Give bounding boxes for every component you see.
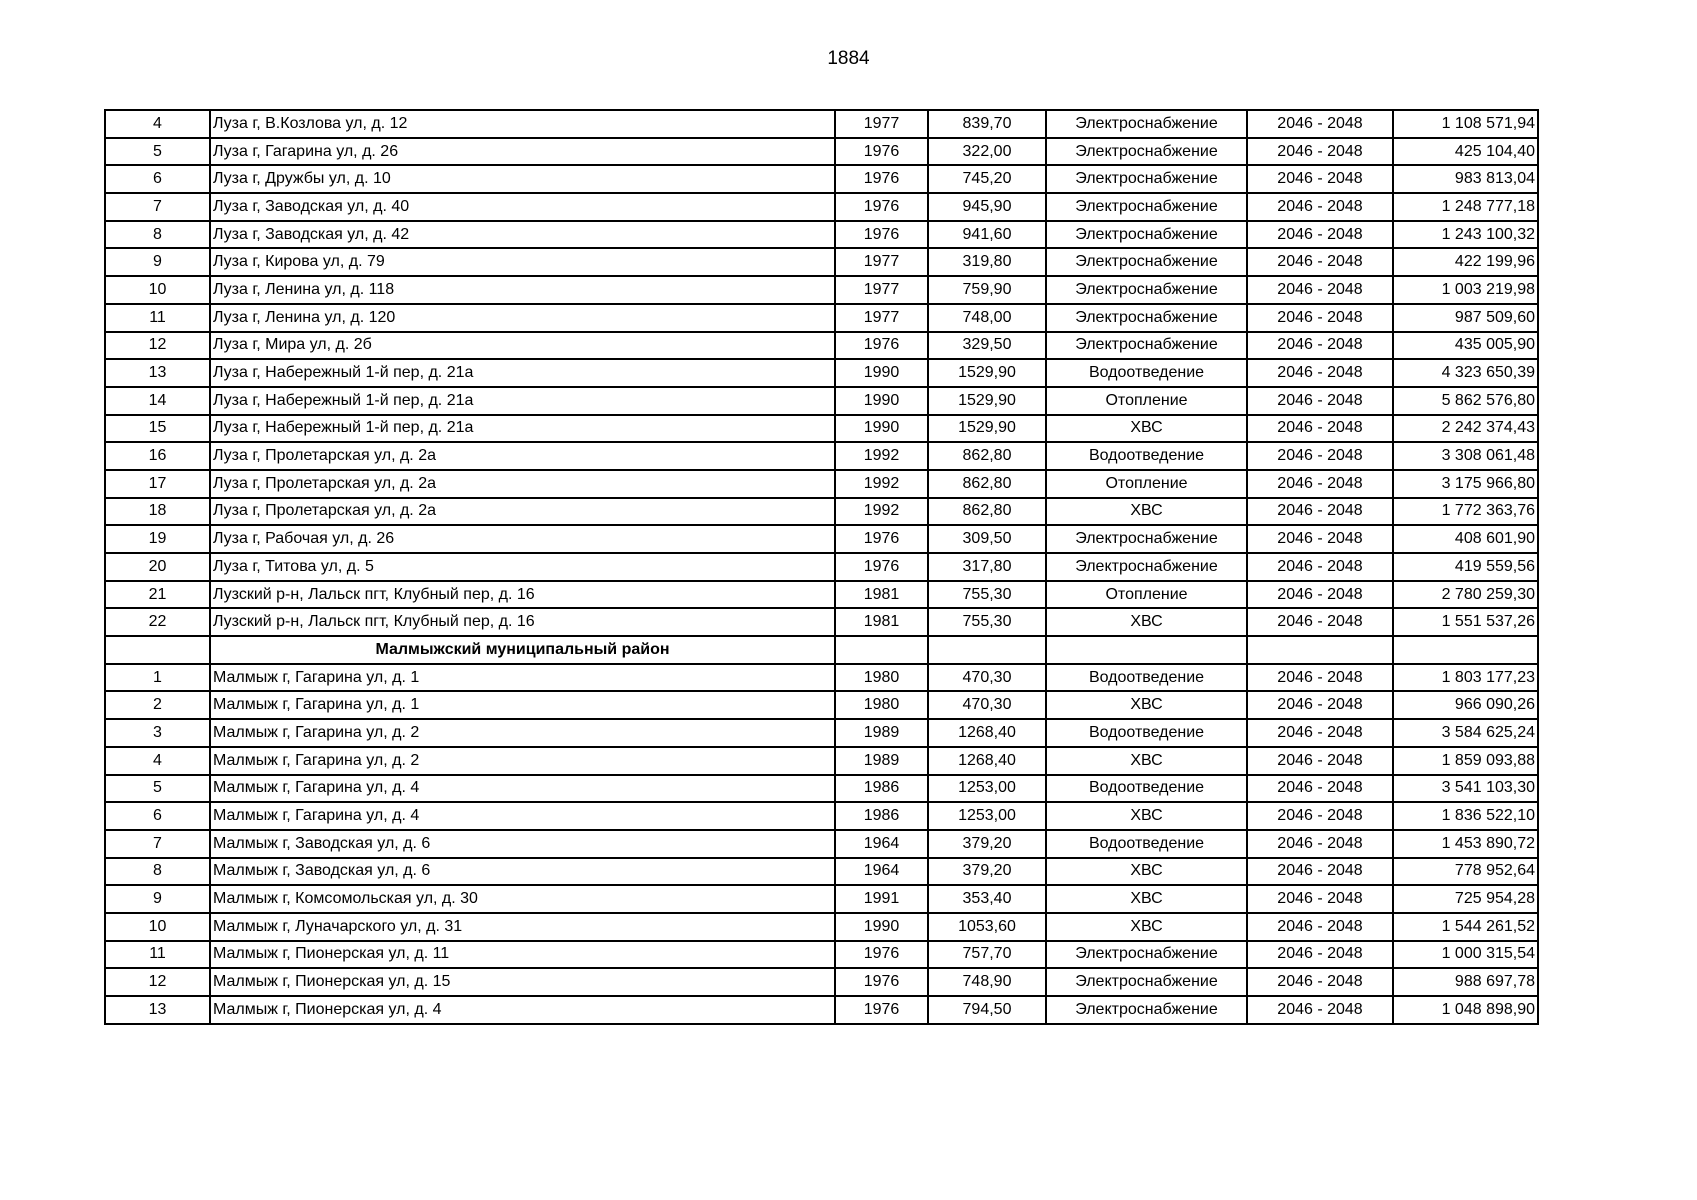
work-type-cell: Водоотведение: [1046, 830, 1247, 858]
area-cell: 1053,60: [928, 913, 1046, 941]
address-cell: Луза г, Дружбы ул, д. 10: [210, 165, 835, 193]
work-type-cell: ХВС: [1046, 885, 1247, 913]
area-cell: 862,80: [928, 442, 1046, 470]
year-cell: 1976: [835, 165, 928, 193]
year-cell: 1977: [835, 248, 928, 276]
area-cell: 317,80: [928, 553, 1046, 581]
table-row: [105, 968, 1538, 996]
year-cell: 1986: [835, 775, 928, 803]
table-row: [105, 553, 1538, 581]
cost-cell: 1 243 100,32: [1393, 221, 1538, 249]
row-number: 14: [105, 387, 210, 415]
row-number: 17: [105, 470, 210, 498]
row-number: 2: [105, 691, 210, 719]
work-type-cell: ХВС: [1046, 608, 1247, 636]
table-row: [105, 581, 1538, 609]
work-type-cell: Электроснабжение: [1046, 221, 1247, 249]
row-number: 5: [105, 138, 210, 166]
year-cell: 1990: [835, 913, 928, 941]
empty-cell: [1247, 636, 1393, 664]
row-number: 3: [105, 719, 210, 747]
row-number: 10: [105, 913, 210, 941]
work-type-cell: ХВС: [1046, 691, 1247, 719]
address-cell: Малмыж г, Пионерская ул, д. 4: [210, 996, 835, 1024]
work-type-cell: Электроснабжение: [1046, 248, 1247, 276]
year-cell: 1976: [835, 941, 928, 969]
cost-cell: 1 000 315,54: [1393, 941, 1538, 969]
address-cell: Лузский р-н, Лальск пгт, Клубный пер, д. 16: [210, 581, 835, 609]
year-cell: 1976: [835, 221, 928, 249]
table-body: [105, 110, 1538, 1024]
address-cell: Луза г, Заводская ул, д. 40: [210, 193, 835, 221]
row-number: 7: [105, 830, 210, 858]
work-type-cell: Электроснабжение: [1046, 193, 1247, 221]
table-row: [105, 885, 1538, 913]
cost-cell: 1 836 522,10: [1393, 802, 1538, 830]
address-cell: Луза г, Рабочая ул, д. 26: [210, 525, 835, 553]
area-cell: 353,40: [928, 885, 1046, 913]
work-type-cell: Водоотведение: [1046, 442, 1247, 470]
year-cell: 1989: [835, 747, 928, 775]
row-number: 18: [105, 498, 210, 526]
cost-cell: 778 952,64: [1393, 858, 1538, 886]
cost-cell: 3 175 966,80: [1393, 470, 1538, 498]
address-cell: Луза г, Ленина ул, д. 120: [210, 304, 835, 332]
table-row: [105, 470, 1538, 498]
period-cell: 2046 - 2048: [1247, 913, 1393, 941]
work-type-cell: ХВС: [1046, 415, 1247, 443]
address-cell: Малмыж г, Луначарского ул, д. 31: [210, 913, 835, 941]
row-number: 10: [105, 276, 210, 304]
period-cell: 2046 - 2048: [1247, 941, 1393, 969]
cost-cell: 1 453 890,72: [1393, 830, 1538, 858]
period-cell: 2046 - 2048: [1247, 664, 1393, 692]
year-cell: 1977: [835, 276, 928, 304]
address-cell: Луза г, Пролетарская ул, д. 2а: [210, 442, 835, 470]
area-cell: 1529,90: [928, 415, 1046, 443]
work-type-cell: Водоотведение: [1046, 664, 1247, 692]
work-type-cell: Электроснабжение: [1046, 941, 1247, 969]
work-type-cell: Электроснабжение: [1046, 165, 1247, 193]
row-number: 11: [105, 941, 210, 969]
address-cell: Луза г, Набережный 1-й пер, д. 21а: [210, 359, 835, 387]
table-row: [105, 138, 1538, 166]
table-row: [105, 276, 1538, 304]
cost-cell: 3 308 061,48: [1393, 442, 1538, 470]
period-cell: 2046 - 2048: [1247, 359, 1393, 387]
period-cell: 2046 - 2048: [1247, 968, 1393, 996]
period-cell: 2046 - 2048: [1247, 138, 1393, 166]
table-row: [105, 913, 1538, 941]
cost-cell: 5 862 576,80: [1393, 387, 1538, 415]
period-cell: 2046 - 2048: [1247, 608, 1393, 636]
area-cell: 329,50: [928, 332, 1046, 360]
period-cell: 2046 - 2048: [1247, 553, 1393, 581]
cost-cell: 3 541 103,30: [1393, 775, 1538, 803]
area-cell: 1268,40: [928, 747, 1046, 775]
cost-cell: 1 003 219,98: [1393, 276, 1538, 304]
area-cell: 945,90: [928, 193, 1046, 221]
address-cell: Малмыж г, Гагарина ул, д. 1: [210, 664, 835, 692]
work-type-cell: Электроснабжение: [1046, 110, 1247, 138]
work-type-cell: Электроснабжение: [1046, 996, 1247, 1024]
area-cell: 1268,40: [928, 719, 1046, 747]
address-cell: Малмыж г, Заводская ул, д. 6: [210, 858, 835, 886]
area-cell: 1253,00: [928, 775, 1046, 803]
cost-cell: 419 559,56: [1393, 553, 1538, 581]
work-type-cell: Электроснабжение: [1046, 968, 1247, 996]
area-cell: 941,60: [928, 221, 1046, 249]
period-cell: 2046 - 2048: [1247, 221, 1393, 249]
row-number: 15: [105, 415, 210, 443]
table-row: [105, 775, 1538, 803]
cost-cell: 1 551 537,26: [1393, 608, 1538, 636]
area-cell: 759,90: [928, 276, 1046, 304]
period-cell: 2046 - 2048: [1247, 165, 1393, 193]
cost-cell: 3 584 625,24: [1393, 719, 1538, 747]
year-cell: 1990: [835, 415, 928, 443]
period-cell: 2046 - 2048: [1247, 830, 1393, 858]
work-type-cell: Отопление: [1046, 387, 1247, 415]
area-cell: 745,20: [928, 165, 1046, 193]
period-cell: 2046 - 2048: [1247, 719, 1393, 747]
table-row: [105, 525, 1538, 553]
area-cell: 309,50: [928, 525, 1046, 553]
address-cell: Малмыж г, Заводская ул, д. 6: [210, 830, 835, 858]
table-row: [105, 498, 1538, 526]
work-type-cell: Электроснабжение: [1046, 332, 1247, 360]
table-row: [105, 165, 1538, 193]
work-type-cell: ХВС: [1046, 858, 1247, 886]
row-number: 6: [105, 165, 210, 193]
year-cell: 1976: [835, 138, 928, 166]
year-cell: 1989: [835, 719, 928, 747]
address-cell: Луза г, В.Козлова ул, д. 12: [210, 110, 835, 138]
row-number: 7: [105, 193, 210, 221]
address-cell: Луза г, Титова ул, д. 5: [210, 553, 835, 581]
year-cell: 1964: [835, 858, 928, 886]
address-cell: Луза г, Заводская ул, д. 42: [210, 221, 835, 249]
table-row: [105, 415, 1538, 443]
year-cell: 1980: [835, 664, 928, 692]
period-cell: 2046 - 2048: [1247, 110, 1393, 138]
row-number: 9: [105, 248, 210, 276]
address-cell: Луза г, Ленина ул, д. 118: [210, 276, 835, 304]
row-number: 22: [105, 608, 210, 636]
address-cell: Малмыж г, Гагарина ул, д. 4: [210, 775, 835, 803]
row-number: 16: [105, 442, 210, 470]
cost-cell: 2 780 259,30: [1393, 581, 1538, 609]
table-row: [105, 193, 1538, 221]
repair-schedule-table: [104, 109, 1539, 1025]
work-type-cell: ХВС: [1046, 747, 1247, 775]
cost-cell: 966 090,26: [1393, 691, 1538, 719]
row-number: 11: [105, 304, 210, 332]
row-number: 20: [105, 553, 210, 581]
cost-cell: 435 005,90: [1393, 332, 1538, 360]
area-cell: 319,80: [928, 248, 1046, 276]
area-cell: 755,30: [928, 608, 1046, 636]
area-cell: 379,20: [928, 858, 1046, 886]
address-cell: Луза г, Пролетарская ул, д. 2а: [210, 498, 835, 526]
period-cell: 2046 - 2048: [1247, 442, 1393, 470]
address-cell: Луза г, Гагарина ул, д. 26: [210, 138, 835, 166]
table-row: [105, 332, 1538, 360]
address-cell: Малмыж г, Гагарина ул, д. 2: [210, 747, 835, 775]
area-cell: 748,00: [928, 304, 1046, 332]
year-cell: 1977: [835, 304, 928, 332]
address-cell: Малмыж г, Пионерская ул, д. 11: [210, 941, 835, 969]
table-row: [105, 359, 1538, 387]
address-cell: Луза г, Пролетарская ул, д. 2а: [210, 470, 835, 498]
cost-cell: 1 108 571,94: [1393, 110, 1538, 138]
address-cell: Лузский р-н, Лальск пгт, Клубный пер, д. 16: [210, 608, 835, 636]
area-cell: 1529,90: [928, 387, 1046, 415]
area-cell: 794,50: [928, 996, 1046, 1024]
period-cell: 2046 - 2048: [1247, 248, 1393, 276]
table-row: [105, 802, 1538, 830]
cost-cell: 2 242 374,43: [1393, 415, 1538, 443]
row-number: 12: [105, 968, 210, 996]
empty-cell: [105, 636, 210, 664]
table-row: [105, 387, 1538, 415]
work-type-cell: Электроснабжение: [1046, 525, 1247, 553]
cost-cell: 422 199,96: [1393, 248, 1538, 276]
year-cell: 1976: [835, 193, 928, 221]
work-type-cell: Водоотведение: [1046, 359, 1247, 387]
section-title: Малмыжский муниципальный район: [210, 636, 835, 664]
area-cell: 755,30: [928, 581, 1046, 609]
area-cell: 757,70: [928, 941, 1046, 969]
period-cell: 2046 - 2048: [1247, 304, 1393, 332]
row-number: 8: [105, 221, 210, 249]
cost-cell: 1 544 261,52: [1393, 913, 1538, 941]
area-cell: 470,30: [928, 664, 1046, 692]
empty-cell: [928, 636, 1046, 664]
work-type-cell: Водоотведение: [1046, 775, 1247, 803]
area-cell: 748,90: [928, 968, 1046, 996]
work-type-cell: Отопление: [1046, 470, 1247, 498]
period-cell: 2046 - 2048: [1247, 858, 1393, 886]
work-type-cell: Электроснабжение: [1046, 304, 1247, 332]
work-type-cell: Водоотведение: [1046, 719, 1247, 747]
period-cell: 2046 - 2048: [1247, 470, 1393, 498]
year-cell: 1976: [835, 525, 928, 553]
area-cell: 1529,90: [928, 359, 1046, 387]
work-type-cell: ХВС: [1046, 498, 1247, 526]
address-cell: Малмыж г, Пионерская ул, д. 15: [210, 968, 835, 996]
year-cell: 1964: [835, 830, 928, 858]
period-cell: 2046 - 2048: [1247, 885, 1393, 913]
year-cell: 1980: [835, 691, 928, 719]
period-cell: 2046 - 2048: [1247, 996, 1393, 1024]
work-type-cell: Электроснабжение: [1046, 138, 1247, 166]
period-cell: 2046 - 2048: [1247, 691, 1393, 719]
period-cell: 2046 - 2048: [1247, 387, 1393, 415]
table-row: [105, 608, 1538, 636]
row-number: 19: [105, 525, 210, 553]
table-row: [105, 110, 1538, 138]
period-cell: 2046 - 2048: [1247, 276, 1393, 304]
empty-cell: [835, 636, 928, 664]
cost-cell: 1 248 777,18: [1393, 193, 1538, 221]
year-cell: 1990: [835, 359, 928, 387]
row-number: 8: [105, 858, 210, 886]
year-cell: 1977: [835, 110, 928, 138]
year-cell: 1986: [835, 802, 928, 830]
area-cell: 862,80: [928, 470, 1046, 498]
cost-cell: 1 048 898,90: [1393, 996, 1538, 1024]
area-cell: 470,30: [928, 691, 1046, 719]
table-row: [105, 719, 1538, 747]
year-cell: 1992: [835, 470, 928, 498]
year-cell: 1992: [835, 442, 928, 470]
cost-cell: 983 813,04: [1393, 165, 1538, 193]
address-cell: Луза г, Мира ул, д. 2б: [210, 332, 835, 360]
table-row: [105, 304, 1538, 332]
period-cell: 2046 - 2048: [1247, 775, 1393, 803]
year-cell: 1976: [835, 968, 928, 996]
period-cell: 2046 - 2048: [1247, 332, 1393, 360]
table-row: [105, 830, 1538, 858]
period-cell: 2046 - 2048: [1247, 581, 1393, 609]
row-number: 9: [105, 885, 210, 913]
table-row: [105, 221, 1538, 249]
cost-cell: 987 509,60: [1393, 304, 1538, 332]
cost-cell: 1 803 177,23: [1393, 664, 1538, 692]
period-cell: 2046 - 2048: [1247, 802, 1393, 830]
address-cell: Луза г, Набережный 1-й пер, д. 21а: [210, 387, 835, 415]
period-cell: 2046 - 2048: [1247, 415, 1393, 443]
work-type-cell: Электроснабжение: [1046, 276, 1247, 304]
row-number: 4: [105, 747, 210, 775]
period-cell: 2046 - 2048: [1247, 747, 1393, 775]
table-row: [105, 858, 1538, 886]
work-type-cell: Электроснабжение: [1046, 553, 1247, 581]
area-cell: 379,20: [928, 830, 1046, 858]
address-cell: Малмыж г, Комсомольская ул, д. 30: [210, 885, 835, 913]
address-cell: Луза г, Кирова ул, д. 79: [210, 248, 835, 276]
address-cell: Луза г, Набережный 1-й пер, д. 21а: [210, 415, 835, 443]
cost-cell: 425 104,40: [1393, 138, 1538, 166]
work-type-cell: ХВС: [1046, 802, 1247, 830]
row-number: 6: [105, 802, 210, 830]
row-number: 4: [105, 110, 210, 138]
work-type-cell: Отопление: [1046, 581, 1247, 609]
address-cell: Малмыж г, Гагарина ул, д. 4: [210, 802, 835, 830]
area-cell: 862,80: [928, 498, 1046, 526]
year-cell: 1976: [835, 996, 928, 1024]
area-cell: 322,00: [928, 138, 1046, 166]
period-cell: 2046 - 2048: [1247, 193, 1393, 221]
row-number: 13: [105, 359, 210, 387]
cost-cell: 4 323 650,39: [1393, 359, 1538, 387]
cost-cell: 1 772 363,76: [1393, 498, 1538, 526]
cost-cell: 988 697,78: [1393, 968, 1538, 996]
table-row: [105, 664, 1538, 692]
row-number: 5: [105, 775, 210, 803]
row-number: 1: [105, 664, 210, 692]
table-row: [105, 442, 1538, 470]
cost-cell: 1 859 093,88: [1393, 747, 1538, 775]
address-cell: Малмыж г, Гагарина ул, д. 1: [210, 691, 835, 719]
cost-cell: 408 601,90: [1393, 525, 1538, 553]
year-cell: 1981: [835, 581, 928, 609]
section-header-row: [105, 636, 1538, 664]
row-number: 21: [105, 581, 210, 609]
empty-cell: [1046, 636, 1247, 664]
work-type-cell: ХВС: [1046, 913, 1247, 941]
area-cell: 839,70: [928, 110, 1046, 138]
row-number: 12: [105, 332, 210, 360]
period-cell: 2046 - 2048: [1247, 525, 1393, 553]
row-number: 13: [105, 996, 210, 1024]
empty-cell: [1393, 636, 1538, 664]
period-cell: 2046 - 2048: [1247, 498, 1393, 526]
page-number: 1884: [827, 48, 870, 69]
year-cell: 1992: [835, 498, 928, 526]
cost-cell: 725 954,28: [1393, 885, 1538, 913]
year-cell: 1990: [835, 387, 928, 415]
table-row: [105, 996, 1538, 1024]
year-cell: 1976: [835, 553, 928, 581]
address-cell: Малмыж г, Гагарина ул, д. 2: [210, 719, 835, 747]
table-row: [105, 941, 1538, 969]
area-cell: 1253,00: [928, 802, 1046, 830]
table-row: [105, 747, 1538, 775]
year-cell: 1981: [835, 608, 928, 636]
table-row: [105, 691, 1538, 719]
table-row: [105, 248, 1538, 276]
year-cell: 1976: [835, 332, 928, 360]
year-cell: 1991: [835, 885, 928, 913]
